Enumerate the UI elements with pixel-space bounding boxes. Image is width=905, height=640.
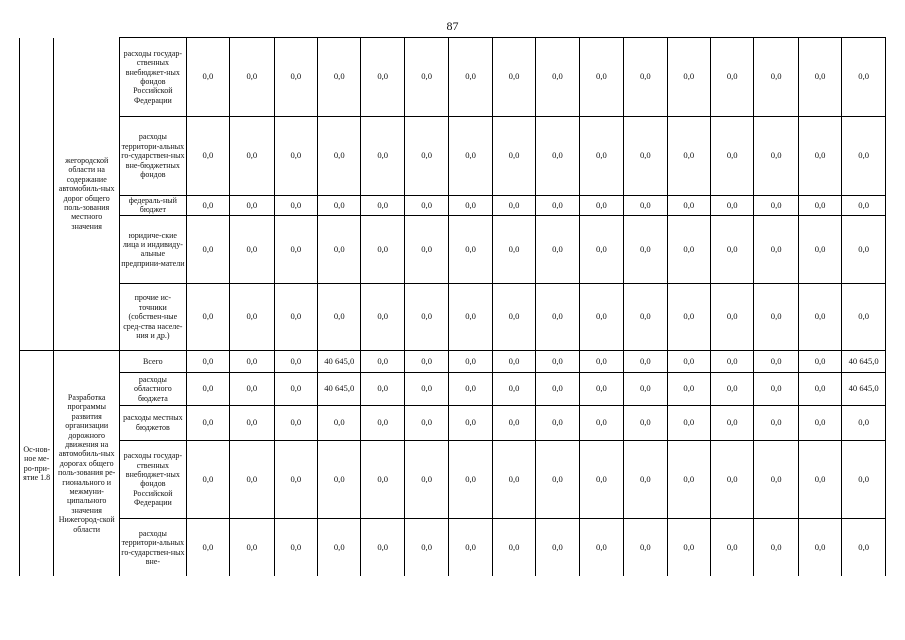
value-cell: 0,0 — [667, 350, 710, 372]
value-cell: 0,0 — [754, 518, 798, 576]
value-cell: 0,0 — [842, 215, 886, 283]
value-cell: 0,0 — [318, 117, 361, 196]
value-cell: 0,0 — [579, 38, 623, 117]
funding-source-cell: расходы государ-ственных внебюджет-ных фондов Российской Федерации — [120, 38, 187, 117]
value-cell: 0,0 — [842, 405, 886, 440]
value-cell: 0,0 — [624, 38, 667, 117]
value-cell: 0,0 — [624, 405, 667, 440]
value-cell: 0,0 — [449, 440, 492, 518]
value-cell: 0,0 — [449, 283, 492, 350]
value-cell: 0,0 — [449, 518, 492, 576]
value-cell: 0,0 — [230, 350, 274, 372]
value-cell: 0,0 — [361, 283, 404, 350]
table-row — [20, 38, 886, 117]
value-cell: 0,0 — [754, 405, 798, 440]
activity-number-cell: Ос-нов-ное ме-ро-при-ятие 1.8 — [20, 350, 54, 576]
value-cell: 0,0 — [492, 405, 535, 440]
value-cell: 0,0 — [754, 283, 798, 350]
value-cell: 0,0 — [274, 196, 317, 216]
value-cell: 0,0 — [230, 117, 274, 196]
value-cell: 0,0 — [579, 372, 623, 405]
value-cell: 0,0 — [579, 196, 623, 216]
value-cell: 0,0 — [186, 38, 229, 117]
value-cell: 0,0 — [492, 350, 535, 372]
value-cell: 0,0 — [579, 215, 623, 283]
funding-source-cell: юридиче-ские лица и индивиду-альные предприни-матели — [120, 215, 187, 283]
value-cell: 0,0 — [798, 440, 841, 518]
value-cell: 0,0 — [536, 440, 579, 518]
value-cell: 0,0 — [274, 38, 317, 117]
value-cell: 0,0 — [667, 117, 710, 196]
value-cell: 0,0 — [579, 518, 623, 576]
value-cell: 0,0 — [186, 117, 229, 196]
value-cell: 0,0 — [492, 215, 535, 283]
value-cell: 0,0 — [449, 372, 492, 405]
value-cell: 0,0 — [449, 117, 492, 196]
value-cell: 0,0 — [667, 440, 710, 518]
value-cell: 0,0 — [404, 440, 448, 518]
value-cell: 0,0 — [361, 215, 404, 283]
value-cell: 40 645,0 — [318, 372, 361, 405]
value-cell: 0,0 — [318, 518, 361, 576]
value-cell: 0,0 — [230, 405, 274, 440]
value-cell: 0,0 — [492, 196, 535, 216]
value-cell: 0,0 — [404, 38, 448, 117]
value-cell: 0,0 — [798, 518, 841, 576]
value-cell: 0,0 — [274, 283, 317, 350]
value-cell: 0,0 — [230, 440, 274, 518]
value-cell: 0,0 — [711, 215, 754, 283]
value-cell: 0,0 — [624, 518, 667, 576]
value-cell: 0,0 — [667, 283, 710, 350]
value-cell: 0,0 — [754, 440, 798, 518]
value-cell: 0,0 — [404, 117, 448, 196]
value-cell: 0,0 — [798, 215, 841, 283]
table-body — [20, 38, 886, 577]
value-cell: 0,0 — [842, 518, 886, 576]
value-cell: 0,0 — [667, 196, 710, 216]
table-row — [20, 405, 886, 440]
value-cell: 0,0 — [667, 518, 710, 576]
value-cell: 0,0 — [842, 440, 886, 518]
activity-name-cell: Разработка программы развития организации дорожного движения на автомобиль-ных дорогах общего поль-зования ре-гионального и межмуни-ципального значения Нижегород-ской области — [54, 350, 120, 576]
value-cell: 0,0 — [536, 350, 579, 372]
value-cell: 0,0 — [274, 518, 317, 576]
value-cell: 0,0 — [624, 117, 667, 196]
value-cell: 0,0 — [361, 117, 404, 196]
table-row — [20, 440, 886, 518]
value-cell: 0,0 — [536, 372, 579, 405]
value-cell: 0,0 — [274, 117, 317, 196]
value-cell: 0,0 — [536, 117, 579, 196]
value-cell: 0,0 — [186, 405, 229, 440]
value-cell: 0,0 — [186, 518, 229, 576]
value-cell: 0,0 — [798, 283, 841, 350]
value-cell: 0,0 — [579, 405, 623, 440]
value-cell: 0,0 — [318, 38, 361, 117]
funding-source-cell: расходы областного бюджета — [120, 372, 187, 405]
value-cell: 0,0 — [798, 196, 841, 216]
value-cell: 0,0 — [711, 518, 754, 576]
table-row — [20, 283, 886, 350]
value-cell: 40 645,0 — [842, 372, 886, 405]
value-cell: 0,0 — [492, 372, 535, 405]
value-cell: 0,0 — [230, 518, 274, 576]
value-cell: 0,0 — [624, 440, 667, 518]
value-cell: 0,0 — [318, 283, 361, 350]
table-row — [20, 372, 886, 405]
value-cell: 0,0 — [449, 38, 492, 117]
value-cell: 0,0 — [186, 372, 229, 405]
value-cell: 0,0 — [186, 196, 229, 216]
value-cell: 0,0 — [186, 283, 229, 350]
value-cell: 0,0 — [711, 372, 754, 405]
value-cell: 0,0 — [492, 283, 535, 350]
value-cell: 0,0 — [842, 117, 886, 196]
value-cell: 0,0 — [361, 518, 404, 576]
value-cell: 0,0 — [449, 196, 492, 216]
funding-source-cell: расходы местных бюджетов — [120, 405, 187, 440]
value-cell: 0,0 — [404, 405, 448, 440]
value-cell: 0,0 — [711, 38, 754, 117]
value-cell: 0,0 — [230, 38, 274, 117]
value-cell: 0,0 — [361, 405, 404, 440]
funding-source-cell: федераль-ный бюджет — [120, 196, 187, 216]
funding-source-cell: Всего — [120, 350, 187, 372]
page-number: 87 — [446, 19, 459, 33]
value-cell: 0,0 — [754, 350, 798, 372]
value-cell: 0,0 — [624, 350, 667, 372]
funding-source-cell: расходы территори-альных го-сударствен-ных вне- — [120, 518, 187, 576]
value-cell: 0,0 — [492, 38, 535, 117]
value-cell: 0,0 — [754, 215, 798, 283]
value-cell: 0,0 — [230, 283, 274, 350]
value-cell: 0,0 — [449, 350, 492, 372]
value-cell: 0,0 — [711, 196, 754, 216]
value-cell: 0,0 — [230, 372, 274, 405]
value-cell: 0,0 — [754, 196, 798, 216]
value-cell: 0,0 — [624, 196, 667, 216]
value-cell: 0,0 — [274, 350, 317, 372]
value-cell: 0,0 — [798, 350, 841, 372]
value-cell: 0,0 — [404, 283, 448, 350]
value-cell: 0,0 — [318, 215, 361, 283]
value-cell: 0,0 — [404, 215, 448, 283]
value-cell: 0,0 — [318, 405, 361, 440]
value-cell: 0,0 — [361, 38, 404, 117]
value-cell: 0,0 — [230, 196, 274, 216]
value-cell: 0,0 — [274, 405, 317, 440]
value-cell: 0,0 — [798, 405, 841, 440]
value-cell: 0,0 — [492, 440, 535, 518]
value-cell: 0,0 — [404, 518, 448, 576]
value-cell: 0,0 — [361, 372, 404, 405]
value-cell: 0,0 — [624, 215, 667, 283]
value-cell: 0,0 — [798, 38, 841, 117]
value-cell: 0,0 — [579, 117, 623, 196]
value-cell: 0,0 — [754, 38, 798, 117]
value-cell: 0,0 — [361, 440, 404, 518]
value-cell: 0,0 — [754, 372, 798, 405]
value-cell: 0,0 — [711, 283, 754, 350]
value-cell: 0,0 — [754, 117, 798, 196]
value-cell: 0,0 — [842, 196, 886, 216]
value-cell: 0,0 — [624, 283, 667, 350]
value-cell: 0,0 — [492, 117, 535, 196]
value-cell: 0,0 — [798, 372, 841, 405]
table-row — [20, 196, 886, 216]
value-cell: 0,0 — [711, 350, 754, 372]
value-cell: 0,0 — [579, 440, 623, 518]
table-row — [20, 215, 886, 283]
value-cell: 40 645,0 — [318, 350, 361, 372]
value-cell: 0,0 — [318, 196, 361, 216]
value-cell: 0,0 — [361, 196, 404, 216]
value-cell: 0,0 — [711, 405, 754, 440]
value-cell: 0,0 — [318, 440, 361, 518]
value-cell: 0,0 — [667, 38, 710, 117]
value-cell: 0,0 — [711, 117, 754, 196]
table-row — [20, 350, 886, 372]
value-cell: 0,0 — [274, 440, 317, 518]
value-cell: 0,0 — [536, 38, 579, 117]
table-row — [20, 518, 886, 576]
value-cell: 0,0 — [361, 350, 404, 372]
value-cell: 0,0 — [274, 372, 317, 405]
activity-name-cell: жегородской области на содержание автомобиль-ных дорог общего поль-зования местного значения — [54, 38, 120, 351]
table-row — [20, 117, 886, 196]
value-cell: 0,0 — [492, 518, 535, 576]
value-cell: 0,0 — [536, 283, 579, 350]
value-cell: 0,0 — [842, 38, 886, 117]
value-cell: 0,0 — [536, 518, 579, 576]
value-cell: 0,0 — [536, 196, 579, 216]
value-cell: 0,0 — [667, 372, 710, 405]
budget-table — [19, 37, 886, 576]
funding-source-cell: расходы территори-альных го-сударствен-ных вне-бюджетных фондов — [120, 117, 187, 196]
value-cell: 0,0 — [274, 215, 317, 283]
value-cell: 0,0 — [711, 440, 754, 518]
value-cell: 0,0 — [230, 215, 274, 283]
value-cell: 0,0 — [842, 283, 886, 350]
value-cell: 0,0 — [186, 350, 229, 372]
value-cell: 0,0 — [667, 215, 710, 283]
value-cell: 0,0 — [579, 283, 623, 350]
value-cell: 0,0 — [404, 372, 448, 405]
funding-source-cell: расходы государ-ственных внебюджет-ных фондов Российской Федерации — [120, 440, 187, 518]
value-cell: 0,0 — [186, 215, 229, 283]
value-cell: 0,0 — [536, 405, 579, 440]
activity-number-cell — [20, 38, 54, 351]
value-cell: 0,0 — [579, 350, 623, 372]
value-cell: 0,0 — [449, 215, 492, 283]
value-cell: 0,0 — [536, 215, 579, 283]
value-cell: 0,0 — [404, 196, 448, 216]
value-cell: 0,0 — [186, 440, 229, 518]
value-cell: 0,0 — [404, 350, 448, 372]
value-cell: 0,0 — [449, 405, 492, 440]
value-cell: 0,0 — [798, 117, 841, 196]
value-cell: 0,0 — [624, 372, 667, 405]
value-cell: 40 645,0 — [842, 350, 886, 372]
value-cell: 0,0 — [667, 405, 710, 440]
funding-source-cell: прочие ис-точники (собствен-ные сред-ства населе-ния и др.) — [120, 283, 187, 350]
